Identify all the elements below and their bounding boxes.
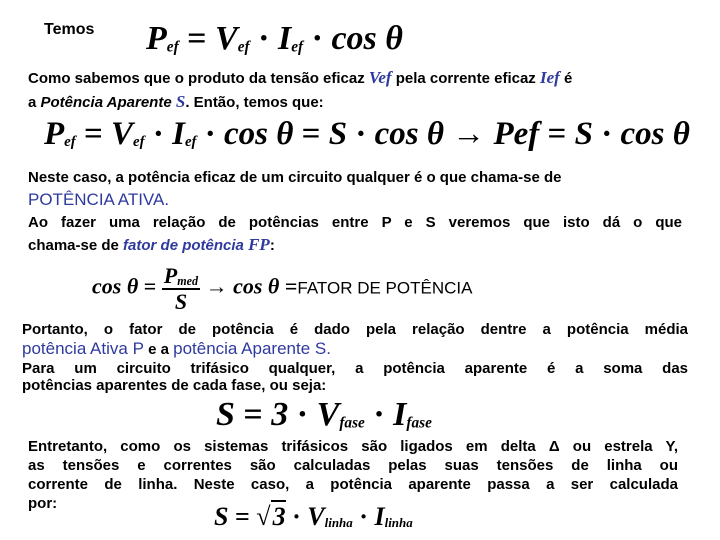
equals-sign: = [301,116,321,152]
term-potencia-ativa-p: potência Ativa P [22,339,144,358]
subscript-fase: fase [406,414,432,432]
dot-operator: · [258,20,270,57]
equals-sign: = [243,396,263,433]
symbol-theta: θ [267,273,280,299]
term-potencia-ativa: POTÊNCIA ATIVA. [28,190,170,209]
symbol-v: V [215,20,238,57]
symbol-i: I [277,20,292,57]
term-potencia-aparente: Potência Aparente [40,94,172,111]
symbol-p: P [146,20,167,57]
subscript-linha: linha [384,514,413,530]
formula-line-apparent-power [214,500,413,532]
symbol-theta: θ [126,273,139,299]
paragraph-product-line2 [28,92,324,112]
symbol-s: S [574,116,593,152]
subscript-linha: linha [324,514,353,530]
text-segment: . Então, temos que: [185,94,324,111]
dot-operator: · [204,116,216,152]
term-potencia-aparente-s: potência Aparente S. [173,339,331,358]
symbol-pef: Pef [493,116,540,152]
dot-operator: · [296,396,309,433]
arrow-right-icon: → [205,273,228,299]
text-segment: chama-se de [28,237,124,254]
cos-function: cos [620,116,665,152]
formula-effective-power-chain [44,116,690,153]
fraction-pmed-over-s [162,264,200,313]
paragraph-delta-star-line3: corrente de linha. Neste caso, a potência aparente passa a ser calculada [28,476,678,493]
symbol-theta: θ [672,116,690,152]
text-segment: é [559,70,573,87]
symbol-vef: Vef [368,68,392,87]
cos-function: cos [331,20,377,57]
formula-three-phase-apparent-power [216,396,432,434]
dot-operator: · [359,502,368,531]
arrow-right-icon: → [452,116,486,152]
symbol-p: P [44,116,65,152]
symbol-v: V [307,502,325,531]
symbol-theta: θ [385,20,403,57]
cos-function: cos [92,273,122,299]
intro-label: Temos [44,21,95,38]
text-segment: : [269,237,275,254]
text-segment: e a [143,341,174,358]
dot-operator: · [373,396,385,433]
symbol-i: I [374,502,385,531]
dot-operator: · [292,502,301,531]
paragraph-product [28,68,572,88]
cos-function: cos [224,116,269,152]
equals-sign: = [143,273,157,299]
sqrt-radicand [271,500,286,532]
dot-operator: · [601,116,613,152]
subscript-med: med [177,273,199,288]
symbol-s: S [175,92,186,111]
symbol-i: I [393,396,407,433]
text-segment: pela corrente eficaz [391,70,540,87]
symbol-fp: FP [248,235,270,254]
subscript-ef: ef [166,38,179,56]
paragraph-three-phase-line2: potências aparentes de cada fase, ou seja: [22,377,327,394]
cos-function: cos [233,273,263,299]
term-fator-de-potencia: fator de potência [123,237,244,254]
paragraph-delta-star-line4: por: [28,495,58,512]
symbol-theta: θ [426,116,444,152]
number-three: 3 [271,396,289,433]
symbol-s: S [174,288,188,314]
number-three: 3 [272,502,286,531]
symbol-i: I [172,116,185,152]
formula-effective-power [146,20,403,58]
label-fator-de-potencia: FATOR DE POTÊNCIA [297,278,473,298]
paragraph-power-factor-ratio: Portanto, o fator de potência é dado pela relação dentre a potência média [22,321,688,338]
symbol-v: V [111,116,134,152]
symbol-s: S [214,502,229,531]
paragraph-relation-line2 [28,235,275,255]
equals-sign: = [187,20,207,57]
symbol-v: V [316,396,340,433]
formula-power-factor [92,264,472,313]
paragraph-three-phase: Para um circuito trifásico qualquer, a potência aparente é a soma das [22,360,688,377]
subscript-ef: ef [133,134,145,151]
symbol-theta: θ [276,116,294,152]
cos-function: cos [374,116,419,152]
equals-sign: = [547,116,567,152]
paragraph-power-factor-ratio-line2 [22,339,331,359]
symbol-s: S [216,396,235,433]
symbol-ief: Ief [539,68,560,87]
subscript-ef: ef [184,134,197,151]
paragraph-relation: Ao fazer uma relação de potências entre P e S veremos que isto dá o que [28,214,682,231]
subscript-ef: ef [291,38,304,56]
paragraph-active-power: Neste caso, a potência eficaz de um circuito qualquer é o que chama-se de [28,169,562,186]
fraction-numerator [162,264,200,290]
equals-sign: = [284,273,298,299]
dot-operator: · [311,20,323,57]
subscript-ef: ef [64,134,76,151]
symbol-s: S [328,116,348,152]
symbol-p: P [163,263,178,288]
text-segment: Como sabemos que o produto da tensão eficaz [28,70,369,87]
paragraph-delta-star-line2: as tensões e correntes são calculadas pelas suas tensões de linha ou [28,457,678,474]
dot-operator: · [152,116,164,152]
equals-sign: = [83,116,103,152]
dot-operator: · [355,116,367,152]
subscript-ef: ef [237,38,250,56]
equals-sign: = [234,502,250,531]
paragraph-delta-star: Entretanto, como os sistemas trifásicos são ligados em delta Δ ou estrela Y, [28,438,678,455]
subscript-fase: fase [339,414,365,432]
sqrt-icon: √ [256,502,271,531]
text-segment: a [28,94,41,111]
